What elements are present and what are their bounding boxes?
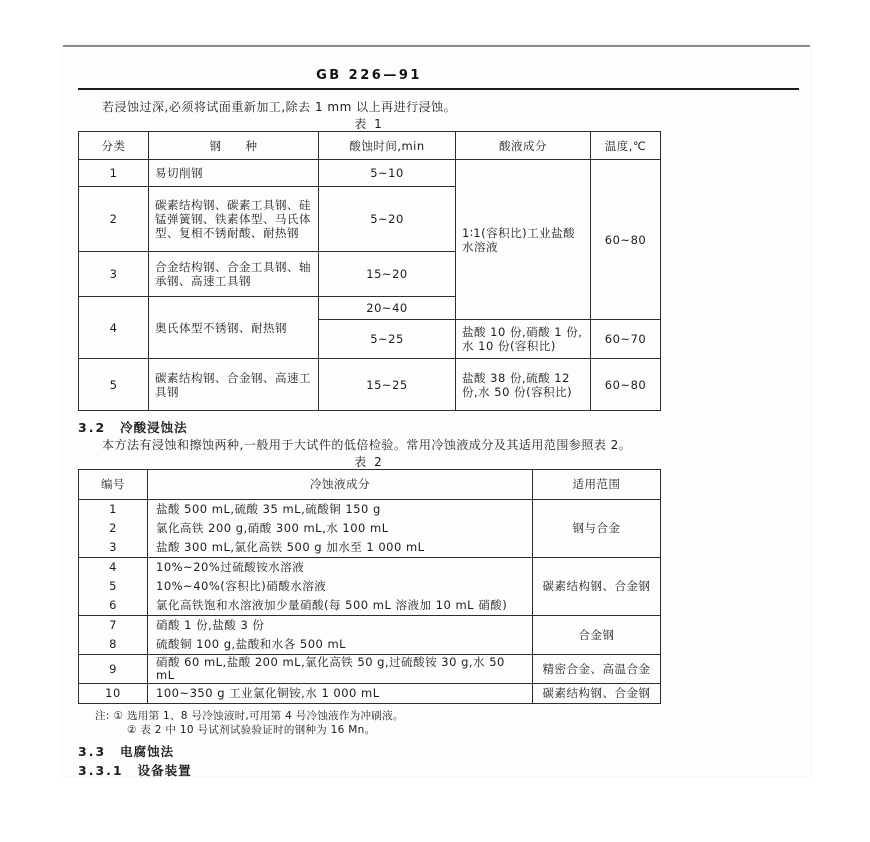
table2-caption: 表 2 — [354, 455, 384, 469]
cell-no: 7 — [79, 616, 148, 636]
table1-header-temp: 温度,℃ — [591, 132, 661, 160]
cell-class: 2 — [79, 187, 149, 252]
cell-no: 10 — [79, 684, 148, 704]
table2-row-4 — [79, 558, 661, 578]
cell-steel: 碳素结构钢、碳素工具钢、硅锰弹簧钢、铁素体型、马氏体型、复相不锈耐酸、耐热钢 — [149, 187, 319, 252]
table1-header-acid: 酸液成分 — [456, 132, 591, 160]
section-3-2-heading — [78, 420, 660, 436]
table2-notes — [78, 710, 660, 737]
cell-no: 9 — [79, 655, 148, 684]
standard-number: GB 226—91 — [316, 68, 422, 83]
section-number: 3.3 — [78, 744, 107, 759]
cell-temp: 60~70 — [591, 320, 661, 359]
cell-comp: 硫酸铜 100 g,盐酸和水各 500 mL — [148, 635, 533, 655]
cell-steel: 奥氏体型不锈钢、耐热钢 — [149, 297, 319, 359]
cell-scope: 碳素结构钢、合金钢 — [533, 684, 661, 704]
cell-scope: 合金钢 — [533, 616, 661, 655]
document-page — [63, 45, 810, 776]
cell-no: 2 — [109, 521, 117, 535]
cell-no: 4 — [79, 558, 148, 578]
intro-paragraph: 若浸蚀过深,必须将试面重新加工,除去 1 mm 以上再进行浸蚀。 — [102, 100, 457, 114]
note-line-1 — [95, 710, 660, 724]
cell-no: 8 — [109, 637, 117, 651]
table2-header-comp: 冷蚀液成分 — [148, 470, 533, 500]
cell-comp: 盐酸 500 mL,硫酸 35 mL,硫酸铜 150 g — [148, 500, 533, 520]
cell-time: 5~10 — [319, 160, 456, 187]
table1-header-steel: 钢 种 — [149, 132, 319, 160]
table2-header-row — [79, 470, 661, 500]
cell-class: 5 — [79, 359, 149, 411]
table2-row-10 — [79, 684, 661, 704]
cell-comp: 硝酸 60 mL,盐酸 200 mL,氯化高铁 50 g,过硫酸铵 30 g,水 50 mL — [148, 655, 533, 684]
cell-scope: 精密合金、高温合金 — [533, 655, 661, 684]
section-3-3-heading — [78, 744, 660, 760]
cell-temp: 60~80 — [591, 359, 661, 411]
cell-no: 6 — [109, 598, 117, 612]
section-3-2-body: 本方法有浸蚀和擦蚀两种,一般用于大试件的低倍检验。常用冷蚀液成分及其适用范围参照表 2。 — [102, 438, 632, 452]
cell-scope: 碳素结构钢、合金钢 — [533, 558, 661, 616]
cell-no: 3 — [109, 540, 117, 554]
table1-caption: 表 1 — [354, 117, 384, 131]
section-title: 设备装置 — [137, 763, 192, 778]
cell-class: 3 — [79, 252, 149, 297]
cell-time: 5~25 — [319, 320, 456, 359]
note-line-2 — [95, 724, 660, 738]
cell-comp: 10%~20%过硫酸铵水溶液 — [148, 558, 533, 578]
table2-row-7 — [79, 616, 661, 636]
cell-no: 5 — [109, 579, 117, 593]
cell-comp: 盐酸 300 mL,氯化高铁 500 g 加水至 1 000 mL — [148, 538, 533, 558]
section-3-3-1-heading — [78, 763, 660, 779]
cell-time: 15~25 — [319, 359, 456, 411]
cell-comp: 硝酸 1 份,盐酸 3 份 — [148, 616, 533, 636]
cell-no: 1 — [79, 500, 148, 520]
cell-comp: 氯化高铁 200 g,硝酸 300 mL,水 100 mL — [148, 519, 533, 538]
cell-steel: 合金结构钢、合金工具钢、轴承钢、高速工具钢 — [149, 252, 319, 297]
table2-header-no: 编号 — [79, 470, 148, 500]
table1-header-class: 分类 — [79, 132, 149, 160]
table2-header-scope: 适用范围 — [533, 470, 661, 500]
cell-time: 15~20 — [319, 252, 456, 297]
cell-scope: 钢与合金 — [533, 500, 661, 558]
cell-comp: 100~350 g 工业氯化铜铵,水 1 000 mL — [148, 684, 533, 704]
cell-temp-merged: 60~80 — [591, 160, 661, 320]
page-content — [78, 45, 660, 779]
section-number: 3.2 — [78, 420, 107, 435]
table2-row-1 — [79, 500, 661, 520]
table2 — [78, 469, 661, 704]
cell-class: 1 — [79, 160, 149, 187]
note-label: 注: — [95, 710, 110, 722]
cell-acid: 盐酸 10 份,硝酸 1 份,水 10 份(容积比) — [456, 320, 591, 359]
cell-acid-merged: 1∶1(容积比)工业盐酸水溶液 — [456, 160, 591, 320]
table1-header-time: 酸蚀时间,min — [319, 132, 456, 160]
cell-comp: 10%~40%(容积比)硝酸水溶液 — [148, 577, 533, 596]
section-title: 冷酸浸蚀法 — [120, 420, 188, 435]
cell-time: 20~40 — [319, 297, 456, 320]
table1-row-5 — [79, 359, 661, 411]
table1-header-row — [79, 132, 661, 160]
section-title: 电腐蚀法 — [120, 744, 175, 759]
note-text: ① 选用第 1、8 号冷蚀液时,可用第 4 号冷蚀液作为冲刷液。 — [113, 710, 404, 722]
cell-steel: 碳素结构钢、合金钢、高速工具钢 — [149, 359, 319, 411]
cell-class: 4 — [79, 297, 149, 359]
table1 — [78, 131, 661, 411]
section-number: 3.3.1 — [78, 763, 124, 778]
cell-comp: 氯化高铁饱和水溶液加少量硝酸(每 500 mL 溶液加 10 mL 硝酸) — [148, 596, 533, 616]
note-text: ② 表 2 中 10 号试剂试验验证时的钢种为 16 Mn。 — [127, 723, 376, 736]
cell-acid: 盐酸 38 份,硫酸 12 份,水 50 份(容积比) — [456, 359, 591, 411]
table2-row-9 — [79, 655, 661, 684]
cell-time: 5~20 — [319, 187, 456, 252]
table1-row-1 — [79, 160, 661, 187]
cell-steel: 易切削钢 — [149, 160, 319, 187]
